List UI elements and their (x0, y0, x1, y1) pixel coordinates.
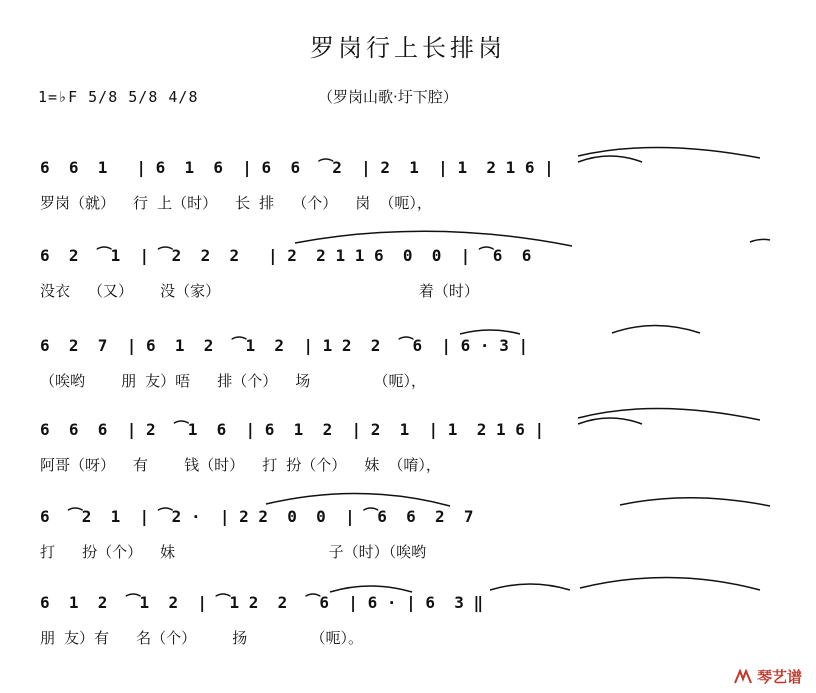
lyric-line: （唉哟 朋 友）唔 排（个） 场 （呃）， (40, 372, 427, 390)
slur-arc (266, 493, 450, 506)
key-signature: 1=♭F 5/8 5/8 4/8 (38, 88, 199, 106)
slur-arc (460, 330, 520, 334)
slur-arc (580, 577, 760, 590)
watermark-text: 琴艺谱 (756, 668, 802, 686)
page-title: 罗岗行上长排岗 (310, 34, 506, 62)
slur-arc (612, 326, 700, 334)
music-logo-icon (734, 669, 754, 685)
notation-line: 6 ⁀2 1 | ⁀2 · | 2 2 0 0 | ⁀6 6 2 7 (40, 507, 484, 526)
slur-arc (750, 239, 770, 242)
notation-line: 6 6 1 | 6 1 6 | 6 6 ⁀2 | 2 1 | 1 2 1 6 | (40, 158, 554, 177)
slur-arc (578, 156, 642, 162)
notation-line: 6 2 7 | 6 1 2 ⁀1 2 | 1 2 2 ⁀6 | 6 · 3 | (40, 336, 529, 355)
song-subtitle: （罗岗山歌·圩下腔） (318, 88, 458, 106)
lyric-line: 阿哥（呀） 有 钱（时） 打 扮（个） 妹 （唷）， (40, 456, 441, 474)
notation-line: 6 2 ⁀1 | ⁀2 2 2 | 2 2 1 1 6 0 0 | ⁀6 6 (40, 246, 541, 265)
lyric-line: 罗岗（就） 行 上（时） 长 排 （个） 岗 （呃）， (40, 194, 432, 212)
notation-line: 6 6 6 | 2 ⁀1 6 | 6 1 2 | 2 1 | 1 2 1 6 | (40, 420, 545, 439)
lyric-line: 没衣 （又） 没（家） 着（时） (40, 282, 479, 300)
notation-line: 6 1 2 ⁀1 2 | ⁀1 2 2 ⁀6 | 6 · | 6 3 ‖ (40, 593, 484, 612)
lyric-line: 朋 友）有 名（个） 扬 （呃）。 (40, 629, 363, 647)
slur-arc (578, 418, 642, 424)
slur-arc (330, 586, 412, 592)
slur-arc (295, 231, 572, 246)
lyric-line: 打 扮（个） 妹 子（时）（唉哟 (40, 543, 427, 561)
slur-arc (620, 498, 770, 506)
watermark-logo (734, 666, 802, 687)
slur-arc (490, 584, 570, 590)
